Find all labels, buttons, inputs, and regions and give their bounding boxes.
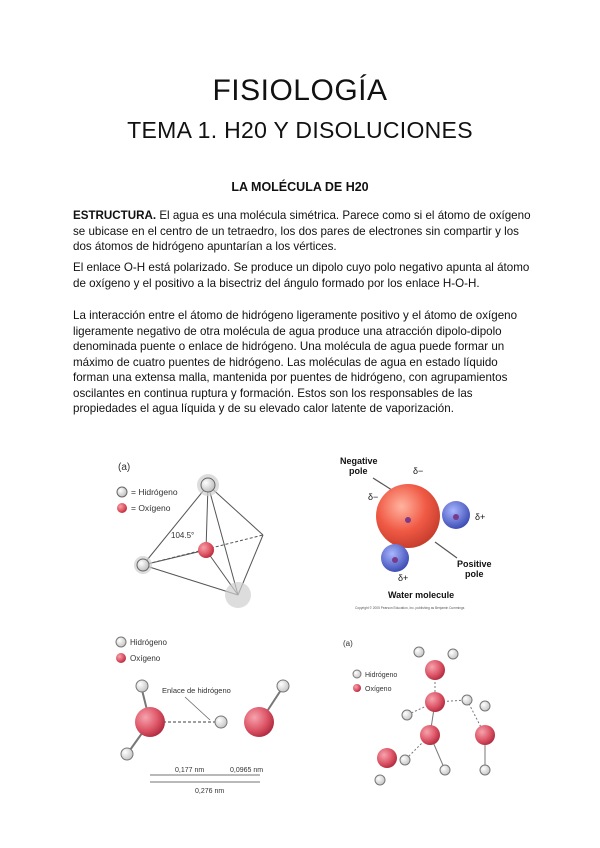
delta-plus: δ+ bbox=[398, 573, 409, 583]
delta-minus: δ− bbox=[413, 466, 424, 476]
hydrogen-atom bbox=[277, 680, 289, 692]
oxygen-atom bbox=[377, 748, 397, 768]
hydrogen-atom bbox=[215, 716, 227, 728]
paragraph-structure-text: El agua es una molécula simétrica. Parece como si el átomo de oxígeno se ubicase en el centro de un tetraedro, los dos pares de electrones sin compartir y los dos átomos de hidrógeno apuntarían a los vértices. bbox=[73, 209, 531, 253]
distance-1: 0,177 nm bbox=[175, 767, 205, 774]
paragraph-lead: ESTRUCTURA. bbox=[73, 209, 157, 222]
figure-hydrogen-bond bbox=[105, 630, 305, 805]
hydrogen-nucleus bbox=[453, 514, 459, 520]
delta-minus: δ− bbox=[368, 492, 379, 502]
hydrogen-atom bbox=[121, 748, 133, 760]
hydrogen-atom bbox=[402, 710, 412, 720]
hydrogen-atom bbox=[136, 680, 148, 692]
distance-total: 0,276 nm bbox=[195, 788, 225, 795]
hydrogen-nucleus bbox=[392, 557, 398, 563]
legend-oxygen: = Oxígeno bbox=[131, 503, 171, 513]
legend-oxygen-swatch bbox=[117, 503, 127, 513]
hydrogen-atom bbox=[448, 649, 458, 659]
oxygen-nucleus bbox=[405, 517, 411, 523]
paragraph-polarization: El enlace O-H está polarizado. Se produce un dipolo cuyo polo negativo apunta al átomo de oxígeno y el positivo a la bisectriz del ángulo formado por los enlace H-O-H. bbox=[73, 261, 530, 290]
legend-hydrogen-swatch bbox=[353, 670, 361, 678]
oxygen-atom bbox=[135, 707, 165, 737]
paragraph-structure bbox=[73, 208, 531, 255]
figure-dipole bbox=[335, 450, 505, 615]
hydrogen-atom bbox=[480, 701, 490, 711]
tetrahedron-frame bbox=[143, 485, 263, 595]
figure-label: (a) bbox=[343, 639, 353, 648]
negative-label: Negative bbox=[340, 456, 378, 466]
oxygen-atom bbox=[420, 725, 440, 745]
network-bonds bbox=[405, 670, 485, 770]
dipole-caption: Water molecule bbox=[388, 590, 455, 600]
hydrogen-atom bbox=[400, 755, 410, 765]
figure-network bbox=[335, 630, 510, 805]
figure-credit: Copyright © 2005 Pearson Education, Inc. publishing as Benjamin Cummings bbox=[355, 606, 465, 610]
hydrogen-atom bbox=[414, 647, 424, 657]
section-title: LA MOLÉCULA DE H20 bbox=[231, 180, 369, 194]
delta-plus: δ+ bbox=[475, 512, 486, 522]
oxygen-sphere bbox=[376, 484, 440, 548]
positive-pole-label: pole bbox=[465, 569, 484, 579]
legend-hydrogen: Hidrógeno bbox=[365, 672, 398, 679]
figure-label: (a) bbox=[118, 462, 131, 473]
paragraph-hydrogen-bond: La interacción entre el átomo de hidrógeno ligeramente positivo y el átomo de oxígeno ligeramente negativo de otra molécula de agua produce una atracción dipolo-dipolo denominada puente o enlace de hidrógeno. Una molécula de agua puede formar un máximo de cuatro puentes de hidrógeno. Las moléculas de agua en estado líquido forman una extensa malla, mantenida por puentes de hidrógeno, con agrupamientos oscilantes en continua ruptura y formación. Estos son los responsables de las propiedades el agua líquida y de su elevado calor latente de vaporización. bbox=[73, 309, 518, 415]
hydrogen-atom bbox=[440, 765, 450, 775]
oxygen-atom bbox=[425, 660, 445, 680]
legend-hydrogen: = Hidrógeno bbox=[131, 487, 178, 497]
legend-hydrogen-swatch bbox=[116, 637, 126, 647]
distance-2: 0,0965 nm bbox=[230, 767, 264, 774]
page-title: FISIOLOGÍA bbox=[212, 74, 388, 107]
legend-hydrogen-swatch bbox=[117, 487, 127, 497]
bond-pointer bbox=[185, 697, 210, 720]
hydrogen-atom bbox=[201, 478, 215, 492]
legend-oxygen: Oxígeno bbox=[365, 686, 392, 693]
legend-oxygen-swatch bbox=[353, 684, 361, 692]
hydrogen-atom bbox=[375, 775, 385, 785]
hydrogen-atom bbox=[137, 559, 149, 571]
negative-pole-label: pole bbox=[349, 466, 368, 476]
legend-oxygen: Oxígeno bbox=[130, 654, 161, 663]
oxygen-atom bbox=[244, 707, 274, 737]
legend-hydrogen: Hidrógeno bbox=[130, 638, 167, 647]
bond-angle: 104.5° bbox=[171, 531, 195, 540]
hydrogen-bond-label: Enlace de hidrógeno bbox=[162, 686, 231, 695]
legend-oxygen-swatch bbox=[116, 653, 126, 663]
oxygen-atom bbox=[475, 725, 495, 745]
positive-pole-arrow bbox=[435, 542, 457, 558]
positive-label: Positive bbox=[457, 559, 492, 569]
oxygen-atom bbox=[198, 542, 214, 558]
hydrogen-atom bbox=[462, 695, 472, 705]
figure-tetrahedron bbox=[108, 450, 283, 620]
hydrogen-atom bbox=[480, 765, 490, 775]
page-subtitle: TEMA 1. H20 Y DISOLUCIONES bbox=[127, 117, 473, 143]
oxygen-atom bbox=[425, 692, 445, 712]
